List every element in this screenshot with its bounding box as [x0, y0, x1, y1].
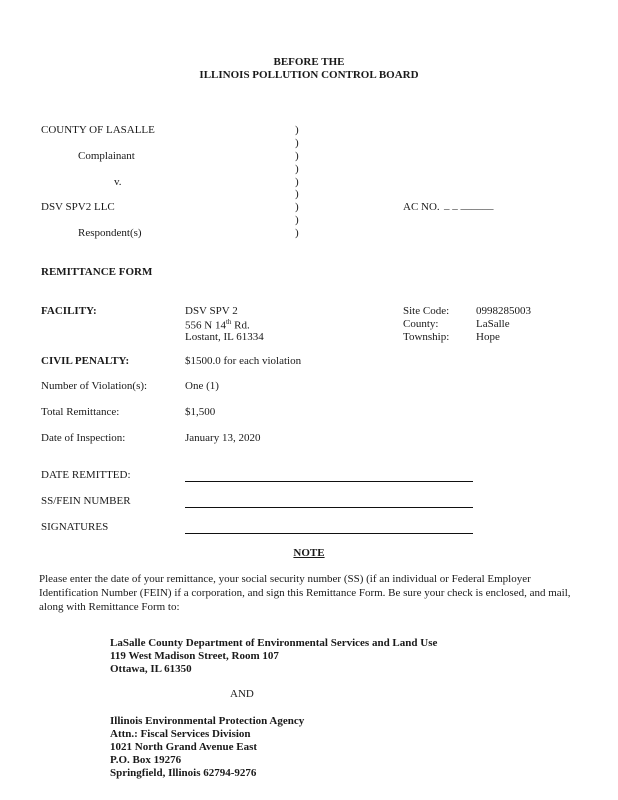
facility-street	[185, 318, 250, 332]
caption-paren: )	[295, 176, 299, 188]
caption-respondent-name: DSV SPV2 LLC	[41, 201, 115, 213]
address1-line-1: LaSalle County Department of Environmental Services and Land Use	[110, 637, 438, 649]
signatures-label: SIGNATURES	[41, 521, 109, 533]
caption-respondent-label: Respondent(s)	[78, 227, 142, 239]
violations-label: Number of Violation(s):	[41, 380, 148, 392]
date-remitted-line[interactable]	[185, 481, 473, 482]
facility-city: Lostant, IL 61334	[185, 331, 264, 343]
civil-penalty-value: $1500.0 for each violation	[185, 355, 302, 367]
facility-street-ordinal: th	[225, 318, 232, 326]
address2-line-4: P.O. Box 19276	[110, 754, 182, 766]
caption-complainant: Complainant	[78, 150, 135, 162]
and-separator: AND	[230, 688, 254, 700]
inspection-date-value: January 13, 2020	[185, 432, 261, 444]
form-title: REMITTANCE FORM	[41, 266, 153, 278]
ac-number-value: _ _ ______	[444, 199, 494, 211]
caption-paren: )	[295, 201, 299, 213]
caption-county: COUNTY OF LASALLE	[41, 124, 155, 136]
caption-paren: )	[295, 188, 299, 200]
caption-paren: )	[295, 163, 299, 175]
facility-label: FACILITY:	[41, 305, 97, 317]
note-body: Please enter the date of your remittance, your social security number (SS) (if an individual or Federal Employer Identification Number (FEIN) if a corporation, and sign this Remittance Form. Be sure your check is enclosed, and mail, along with Remittance Form to:	[39, 573, 571, 613]
violations-value: One (1)	[185, 380, 219, 392]
facility-name: DSV SPV 2	[185, 305, 238, 317]
caption-paren: )	[295, 124, 299, 136]
note-heading: NOTE	[293, 547, 325, 559]
address2-line-1: Illinois Environmental Protection Agency	[110, 715, 305, 727]
facility-street-suffix: Rd.	[231, 319, 250, 332]
ss-fein-label: SS/FEIN NUMBER	[41, 495, 131, 507]
address1-line-3: Ottawa, IL 61350	[110, 663, 192, 675]
address2-line-3: 1021 North Grand Avenue East	[110, 741, 258, 753]
header-line-1: BEFORE THE	[273, 56, 345, 68]
caption-paren: )	[295, 214, 299, 226]
signatures-line[interactable]	[185, 533, 473, 534]
address2-line-5: Springfield, Illinois 62794-9276	[110, 767, 257, 779]
ac-number-label: AC NO.	[403, 201, 440, 213]
township-label: Township:	[403, 331, 450, 343]
inspection-date-label: Date of Inspection:	[41, 432, 126, 444]
address1-line-2: 119 West Madison Street, Room 107	[110, 650, 279, 662]
site-code-value: 0998285003	[476, 305, 531, 317]
address2-line-2: Attn.: Fiscal Services Division	[110, 728, 251, 740]
header-line-2: ILLINOIS POLLUTION CONTROL BOARD	[199, 69, 419, 81]
county-label: County:	[403, 318, 439, 330]
caption-versus: v.	[114, 176, 122, 188]
facility-street-number: 556 N 14	[185, 319, 226, 332]
county-value: LaSalle	[476, 318, 510, 330]
total-remittance-label: Total Remittance:	[41, 406, 120, 418]
caption-paren: )	[295, 227, 299, 239]
civil-penalty-label: CIVIL PENALTY:	[41, 355, 130, 367]
caption-paren: )	[295, 150, 299, 162]
site-code-label: Site Code:	[403, 305, 450, 317]
ss-fein-line[interactable]	[185, 507, 473, 508]
caption-paren: )	[295, 137, 299, 149]
township-value: Hope	[476, 331, 500, 343]
date-remitted-label: DATE REMITTED:	[41, 469, 131, 481]
total-remittance-value: $1,500	[185, 406, 216, 418]
